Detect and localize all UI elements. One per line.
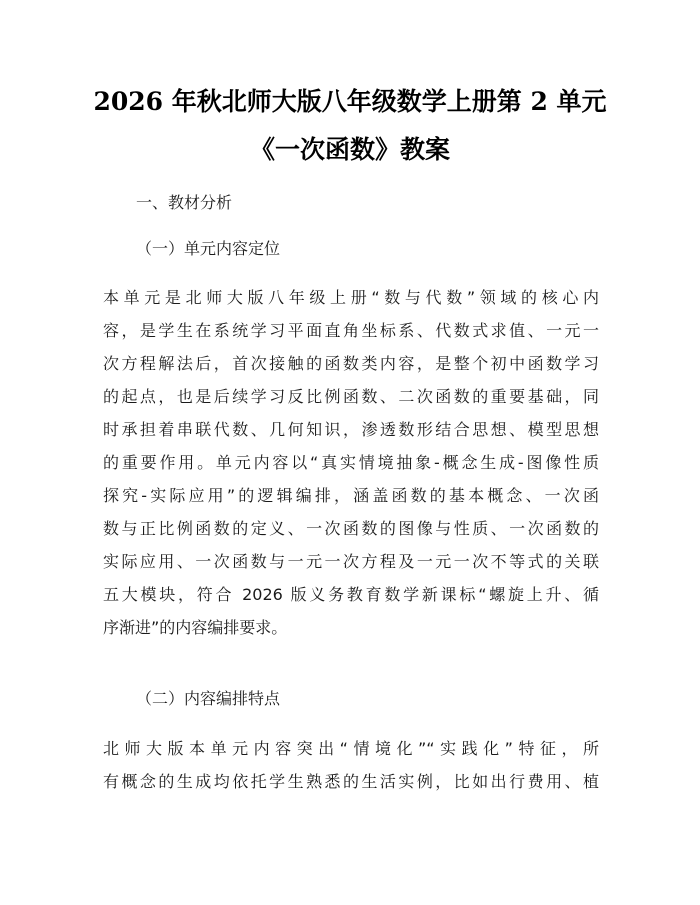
paragraph-line: 探究-实际应用”的逻辑编排，涵盖函数的基本概念、一次函 — [103, 486, 599, 505]
paragraph-arrangement-features — [103, 732, 599, 798]
paragraph-line: 北师大版本单元内容突出“情境化”“实践化”特征，所 — [103, 739, 599, 758]
paragraph-line: 数与正比例函数的定义、一次函数的图像与性质、一次函数的 — [103, 519, 599, 538]
paragraph-line: 的重要作用。单元内容以“真实情境抽象-概念生成-图像性质 — [103, 453, 599, 472]
paragraph-line: 次方程解法后，首次接触的函数类内容，是整个初中函数学习 — [103, 354, 599, 373]
paragraph-line: 有概念的生成均依托学生熟悉的生活实例，比如出行费用、植 — [103, 772, 599, 791]
paragraph-line: 时承担着串联代数、几何知识，渗透数形结合思想、模型思想 — [103, 420, 599, 439]
subsection-heading-unit-positioning: （一）单元内容定位 — [136, 239, 281, 258]
section-heading-textbook-analysis: 一、教材分析 — [136, 193, 233, 212]
paragraph-line: 本单元是北师大版八年级上册“数与代数”领域的核心内 — [103, 288, 599, 307]
paragraph-line: 的起点，也是后续学习反比例函数、二次函数的重要基础，同 — [103, 387, 599, 406]
paragraph-line: 五大模块，符合 2026 版义务教育数学新课标“螺旋上升、循 — [103, 585, 599, 604]
paragraph-line: 容，是学生在系统学习平面直角坐标系、代数式求值、一元一 — [103, 321, 599, 340]
paragraph-line: 实际应用、一次函数与一元一次方程及一元一次不等式的关联 — [103, 552, 599, 571]
document-title-line-2: 《一次函数》教案 — [249, 135, 450, 164]
paragraph-line: 序渐进”的内容编排要求。 — [103, 618, 288, 637]
paragraph-unit-positioning — [103, 281, 599, 644]
subsection-heading-arrangement-features: （二）内容编排特点 — [136, 689, 281, 708]
document-title-line-1: 2026 年秋北师大版八年级数学上册第 2 单元 — [93, 87, 607, 116]
